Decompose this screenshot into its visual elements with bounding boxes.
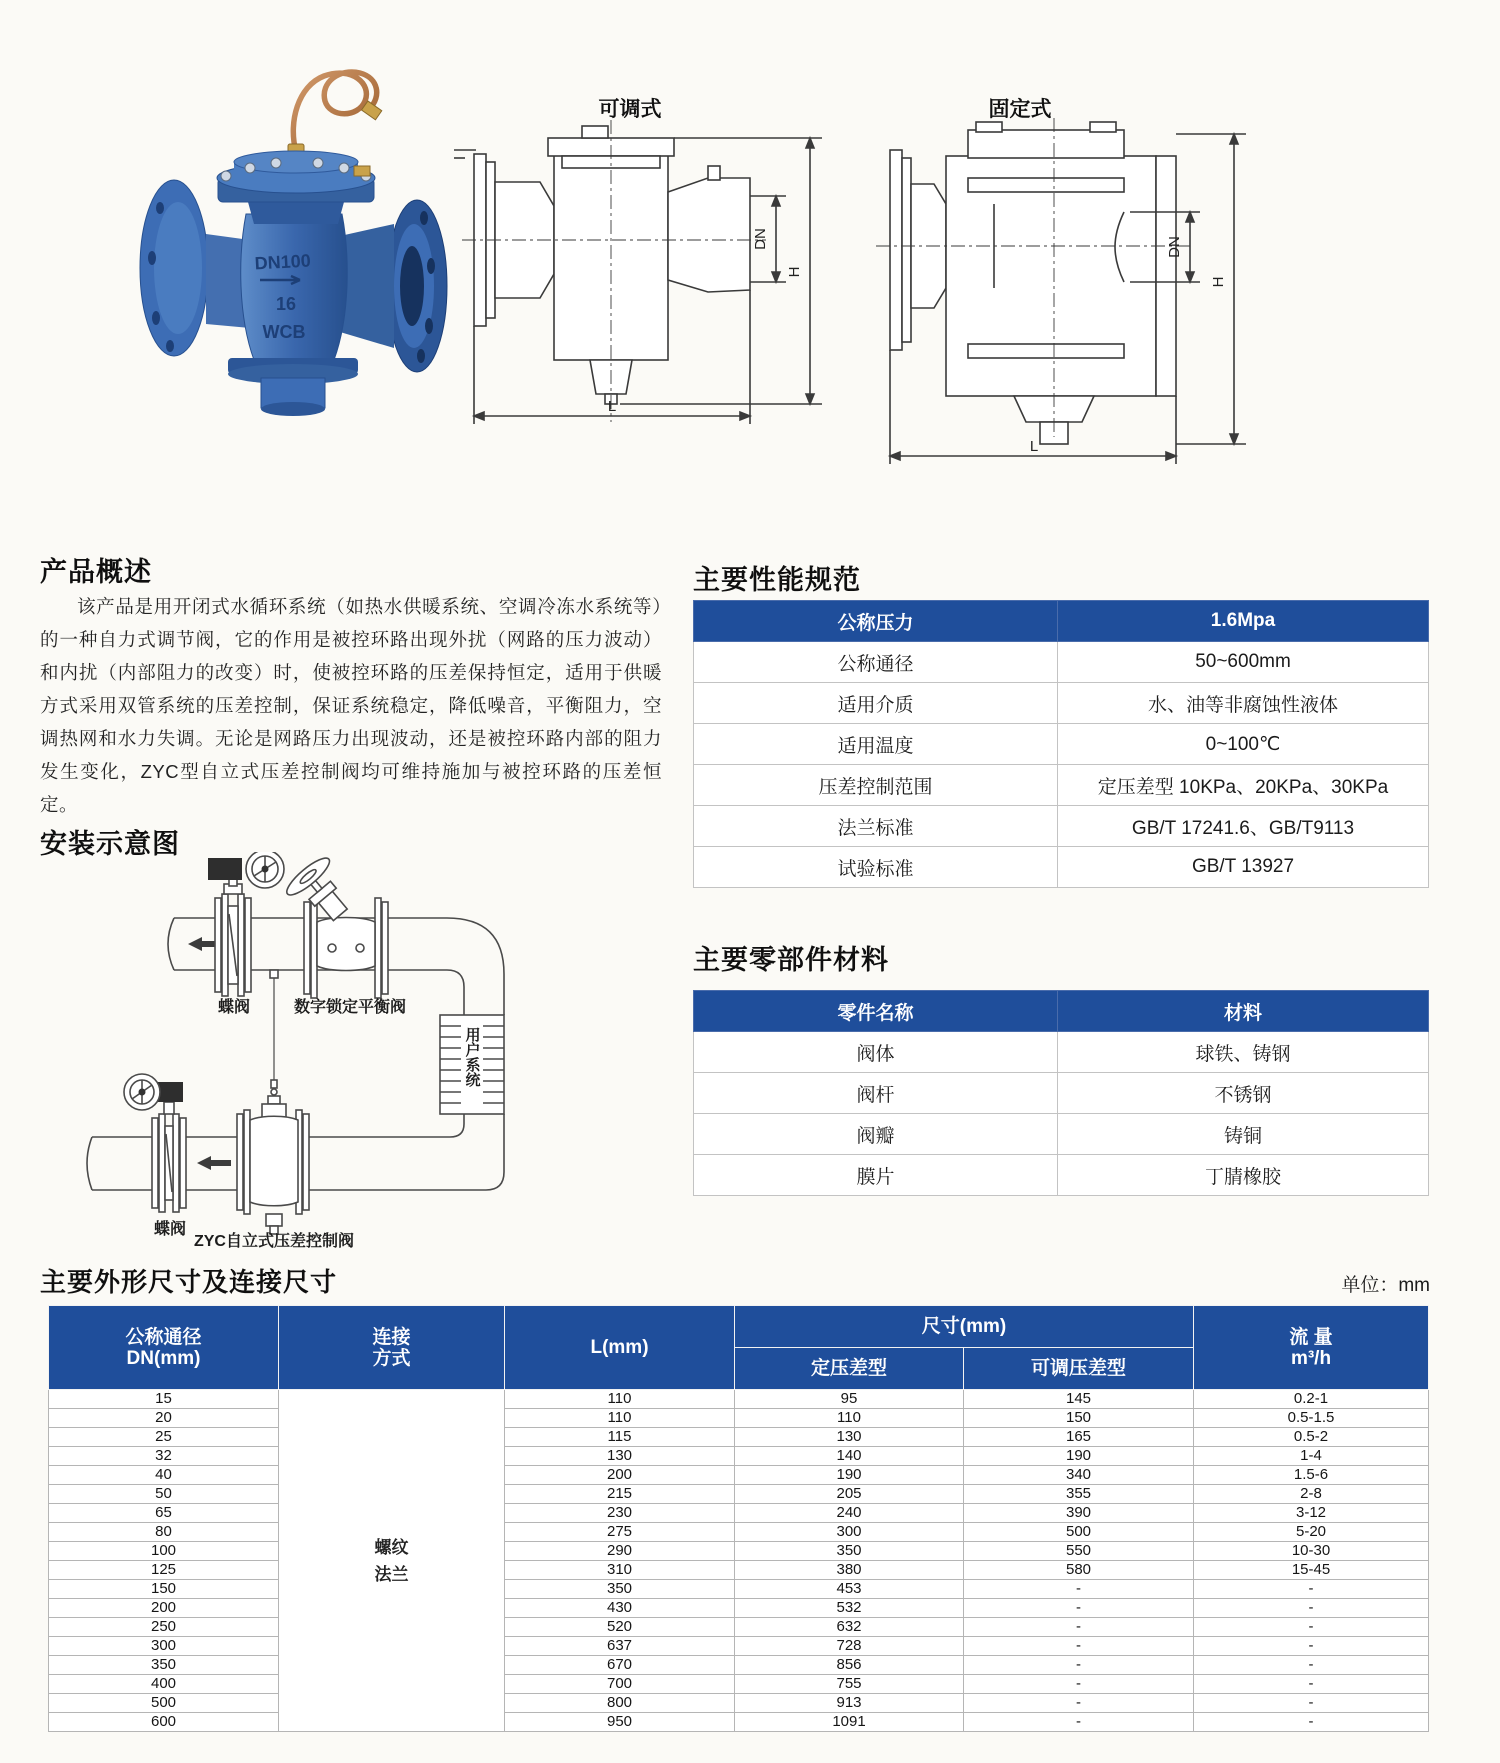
cell-flow: -	[1194, 1675, 1429, 1694]
cell-l: 115	[505, 1428, 735, 1447]
cell-adjustable-type: 145	[964, 1390, 1194, 1409]
materials-row	[694, 1073, 1429, 1114]
cell-adjustable-type: -	[964, 1656, 1194, 1675]
performance-row	[694, 724, 1429, 765]
dimensions-table	[48, 1305, 1429, 1732]
handwheel-hub	[262, 866, 269, 873]
cell-flow: -	[1194, 1637, 1429, 1656]
product-photo	[118, 26, 450, 426]
cast-body: WCB	[262, 322, 306, 342]
material-part: 膜片	[694, 1155, 1058, 1196]
cell-fixed-type: 1091	[735, 1713, 964, 1732]
balance-valve	[282, 853, 388, 998]
vent-plug	[354, 166, 370, 176]
cell-fixed-type: 140	[735, 1447, 964, 1466]
l-label: L	[1029, 438, 1039, 455]
user-system-radiator	[440, 1015, 504, 1114]
cell-fixed-type: 300	[735, 1523, 964, 1542]
materials-row	[694, 1114, 1429, 1155]
performance-value: 1.6Mpa	[1058, 601, 1429, 642]
cell-fixed-type: 95	[735, 1390, 964, 1409]
performance-row	[694, 847, 1429, 888]
installation-diagram	[52, 852, 612, 1250]
performance-label: 适用介质	[694, 683, 1058, 724]
cell-l: 310	[505, 1561, 735, 1580]
cell-adjustable-type: -	[964, 1580, 1194, 1599]
cell-fixed-type: 110	[735, 1409, 964, 1428]
cell-adjustable-type: -	[964, 1599, 1194, 1618]
cell-l: 430	[505, 1599, 735, 1618]
cell-dn: 25	[49, 1428, 279, 1447]
cell-dn: 20	[49, 1409, 279, 1428]
cell-adjustable-type: 340	[964, 1466, 1194, 1485]
dimension-row	[49, 1485, 1429, 1504]
dimension-row	[49, 1542, 1429, 1561]
dimension-row	[49, 1599, 1429, 1618]
cast-dn: DN100	[254, 250, 312, 274]
dimension-row	[49, 1428, 1429, 1447]
materials-header-material: 材料	[1058, 991, 1429, 1032]
performance-value: 定压差型 10KPa、20KPa、30KPa	[1058, 765, 1429, 806]
dimensions-title: 主要外形尺寸及连接尺寸	[40, 1267, 338, 1297]
bonnet	[217, 151, 375, 224]
dimension-row	[49, 1409, 1429, 1428]
dimensions-heading-row	[40, 1262, 1430, 1299]
cell-flow: 0.2-1	[1194, 1390, 1429, 1409]
cell-dn: 65	[49, 1504, 279, 1523]
cell-l: 130	[505, 1447, 735, 1466]
cell-fixed-type: 532	[735, 1599, 964, 1618]
cell-l: 520	[505, 1618, 735, 1637]
cell-l: 800	[505, 1694, 735, 1713]
cell-flow: -	[1194, 1618, 1429, 1637]
cell-flow: -	[1194, 1599, 1429, 1618]
cell-dn: 50	[49, 1485, 279, 1504]
cell-flow: 0.5-1.5	[1194, 1409, 1429, 1428]
drawing-fixed	[862, 92, 1262, 482]
dn-label: DN	[752, 228, 769, 250]
cell-l: 350	[505, 1580, 735, 1599]
cell-dn: 600	[49, 1713, 279, 1732]
zyc-valve	[237, 1096, 309, 1234]
material-part: 阀杆	[694, 1073, 1058, 1114]
left-flange	[140, 180, 208, 356]
cast-pn: 16	[275, 294, 297, 314]
dimension-row	[49, 1713, 1429, 1732]
right-plate	[1156, 156, 1176, 396]
cell-dn: 40	[49, 1466, 279, 1485]
cell-flow: -	[1194, 1694, 1429, 1713]
dimension-row	[49, 1504, 1429, 1523]
header-adjustable-type: 可调压差型	[964, 1348, 1194, 1390]
dimension-row	[49, 1390, 1429, 1409]
h-label: H	[1210, 276, 1227, 288]
materials-header-part: 零件名称	[694, 991, 1058, 1032]
cell-fixed-type: 350	[735, 1542, 964, 1561]
performance-row	[694, 806, 1429, 847]
dimension-row	[49, 1447, 1429, 1466]
materials-header-row	[694, 991, 1429, 1032]
cell-dn: 500	[49, 1694, 279, 1713]
dn-label: DN	[1166, 236, 1183, 258]
header-flow	[1194, 1306, 1429, 1390]
header-conn-line1: 连接	[372, 1326, 411, 1348]
balance-valve-label: 数字锁定平衡阀	[293, 999, 407, 1016]
materials-title: 主要零部件材料	[693, 945, 889, 975]
user-system-label: 用户系统	[463, 1027, 481, 1087]
right-connector	[340, 224, 394, 348]
header-dn-line2: DN(mm)	[126, 1347, 201, 1369]
cell-dn: 150	[49, 1580, 279, 1599]
cell-flow: 2-8	[1194, 1485, 1429, 1504]
performance-body	[694, 601, 1429, 888]
flow-arrow-left	[197, 1156, 231, 1170]
material-value: 铸铜	[1058, 1114, 1429, 1155]
h-label: H	[786, 266, 803, 278]
cell-flow: 1-4	[1194, 1447, 1429, 1466]
drawing-adjustable-title: 可调式	[598, 98, 662, 121]
cell-l: 110	[505, 1409, 735, 1428]
dimension-row	[49, 1694, 1429, 1713]
performance-value: 水、油等非腐蚀性液体	[1058, 683, 1429, 724]
performance-label: 公称通径	[694, 642, 1058, 683]
cell-flow: -	[1194, 1580, 1429, 1599]
outlet-section	[668, 178, 750, 292]
cell-adjustable-type: 580	[964, 1561, 1194, 1580]
cell-fixed-type: 453	[735, 1580, 964, 1599]
header-l: L(mm)	[505, 1306, 735, 1390]
cell-dn: 400	[49, 1675, 279, 1694]
material-value: 球铁、铸钢	[1058, 1032, 1429, 1073]
material-part: 阀体	[694, 1032, 1058, 1073]
header-flow-line2: m³/h	[1290, 1347, 1332, 1369]
header-size-group: 尺寸(mm)	[735, 1306, 1194, 1348]
overview-title: 产品概述	[40, 557, 152, 587]
dimension-row	[49, 1561, 1429, 1580]
right-flange	[387, 200, 447, 372]
dimension-row	[49, 1618, 1429, 1637]
performance-value: 50~600mm	[1058, 642, 1429, 683]
cell-flow: 15-45	[1194, 1561, 1429, 1580]
cell-dn: 32	[49, 1447, 279, 1466]
performance-row	[694, 765, 1429, 806]
header-flow-line1: 流 量	[1289, 1326, 1333, 1348]
materials-row	[694, 1155, 1429, 1196]
dimensions-header-row-1	[49, 1306, 1429, 1348]
cell-dn: 200	[49, 1599, 279, 1618]
cell-fixed-type: 205	[735, 1485, 964, 1504]
cell-flow: -	[1194, 1656, 1429, 1675]
performance-label: 法兰标准	[694, 806, 1058, 847]
cell-l: 637	[505, 1637, 735, 1656]
cell-fixed-type: 632	[735, 1618, 964, 1637]
cell-fixed-type: 130	[735, 1428, 964, 1447]
cell-adjustable-type: 500	[964, 1523, 1194, 1542]
cell-l: 290	[505, 1542, 735, 1561]
cell-adjustable-type: -	[964, 1713, 1194, 1732]
capillary-line	[270, 970, 278, 1095]
drawing-fixed-title: 固定式	[988, 98, 1052, 121]
dimension-row	[49, 1637, 1429, 1656]
materials-table	[693, 990, 1429, 1196]
performance-row	[694, 601, 1429, 642]
unit-label: 单位：mm	[1341, 1275, 1430, 1296]
butterfly-valve-bottom	[124, 1074, 186, 1212]
dimension-row	[49, 1580, 1429, 1599]
header-dn-line1: 公称通径	[125, 1326, 202, 1348]
material-value: 不锈钢	[1058, 1073, 1429, 1114]
cell-fixed-type: 755	[735, 1675, 964, 1694]
cell-l: 230	[505, 1504, 735, 1523]
cell-adjustable-type: 390	[964, 1504, 1194, 1523]
cell-flow: 0.5-2	[1194, 1428, 1429, 1447]
performance-label: 适用温度	[694, 724, 1058, 765]
header-fixed-type: 定压差型	[735, 1348, 964, 1390]
l-label: L	[607, 398, 617, 415]
cell-fixed-type: 856	[735, 1656, 964, 1675]
bottom-pipe-broken-end	[87, 1137, 92, 1190]
materials-body	[694, 1032, 1429, 1196]
cell-adjustable-type: 150	[964, 1409, 1194, 1428]
connection-line: 法兰	[374, 1564, 409, 1584]
dimension-row	[49, 1656, 1429, 1675]
butterfly-bottom-label: 蝶阀	[153, 1221, 187, 1238]
zyc-valve-label: ZYC自立式压差控制阀	[193, 1233, 355, 1250]
cell-adjustable-type: 355	[964, 1485, 1194, 1504]
cell-l: 215	[505, 1485, 735, 1504]
cell-fixed-type: 190	[735, 1466, 964, 1485]
cell-flow: 3-12	[1194, 1504, 1429, 1523]
butterfly-top-label: 蝶阀	[217, 999, 251, 1016]
cell-flow: 1.5-6	[1194, 1466, 1429, 1485]
cell-dn: 350	[49, 1656, 279, 1675]
cell-adjustable-type: -	[964, 1694, 1194, 1713]
performance-label: 试验标准	[694, 847, 1058, 888]
cell-connection	[279, 1390, 505, 1732]
dn-dimension	[750, 196, 786, 282]
performance-value: GB/T 13927	[1058, 847, 1429, 888]
installation-title: 安装示意图	[40, 829, 180, 859]
cell-dn: 250	[49, 1618, 279, 1637]
h-dimension	[1176, 134, 1246, 444]
connection-line: 螺纹	[374, 1537, 409, 1557]
cell-l: 670	[505, 1656, 735, 1675]
header-dn	[49, 1306, 279, 1390]
performance-table	[693, 600, 1429, 888]
cell-l: 950	[505, 1713, 735, 1732]
header-conn-line2: 方式	[372, 1347, 411, 1369]
cell-flow: -	[1194, 1713, 1429, 1732]
material-part: 阀瓣	[694, 1114, 1058, 1155]
cell-dn: 100	[49, 1542, 279, 1561]
cell-dn: 300	[49, 1637, 279, 1656]
cell-dn: 15	[49, 1390, 279, 1409]
cell-adjustable-type: -	[964, 1618, 1194, 1637]
cell-adjustable-type: 165	[964, 1428, 1194, 1447]
cell-dn: 80	[49, 1523, 279, 1542]
drawing-adjustable	[450, 92, 870, 432]
cell-flow: 10-30	[1194, 1542, 1429, 1561]
cell-fixed-type: 913	[735, 1694, 964, 1713]
dimension-row	[49, 1466, 1429, 1485]
cell-adjustable-type: 550	[964, 1542, 1194, 1561]
dimension-row	[49, 1523, 1429, 1542]
materials-row	[694, 1032, 1429, 1073]
material-value: 丁腈橡胶	[1058, 1155, 1429, 1196]
cell-fixed-type: 728	[735, 1637, 964, 1656]
cell-l: 275	[505, 1523, 735, 1542]
capillary-coil	[288, 72, 382, 162]
cell-fixed-type: 240	[735, 1504, 964, 1523]
header-connection	[279, 1306, 505, 1390]
cell-adjustable-type: -	[964, 1637, 1194, 1656]
performance-row	[694, 683, 1429, 724]
cell-l: 110	[505, 1390, 735, 1409]
cell-flow: 5-20	[1194, 1523, 1429, 1542]
dimension-row	[49, 1675, 1429, 1694]
performance-value: GB/T 17241.6、GB/T9113	[1058, 806, 1429, 847]
overview-paragraph: 该产品是用开闭式水循环系统（如热水供暖系统、空调冷冻水系统等）的一种自力式调节阀，它的作用是被控环路出现外扰（网路的压力波动）和内扰（内部阻力的改变）时，使被控环路的压差保持恒定，适用于供暖方式采用双管系统的压差控制，保证系统稳定，降低噪音，平衡阻力，空调热网和水力失调。无论是网路压力出现波动，还是被控环路内部的阻力发生变化，ZYC型自立式压差控制阀均可维持施加与被控环路的压差恒定。	[40, 596, 662, 815]
cell-adjustable-type: 190	[964, 1447, 1194, 1466]
performance-label: 压差控制范围	[694, 765, 1058, 806]
top-pipe-broken-end	[168, 918, 174, 970]
cell-dn: 125	[49, 1561, 279, 1580]
cell-adjustable-type: -	[964, 1675, 1194, 1694]
performance-row	[694, 642, 1429, 683]
performance-title: 主要性能规范	[693, 565, 861, 595]
performance-value: 0~100℃	[1058, 724, 1429, 765]
handwheel-hub	[139, 1089, 146, 1096]
cell-l: 200	[505, 1466, 735, 1485]
performance-label: 公称压力	[694, 601, 1058, 642]
bottom-flange	[228, 358, 358, 416]
cell-l: 700	[505, 1675, 735, 1694]
dimensions-body	[49, 1390, 1429, 1732]
cell-fixed-type: 380	[735, 1561, 964, 1580]
